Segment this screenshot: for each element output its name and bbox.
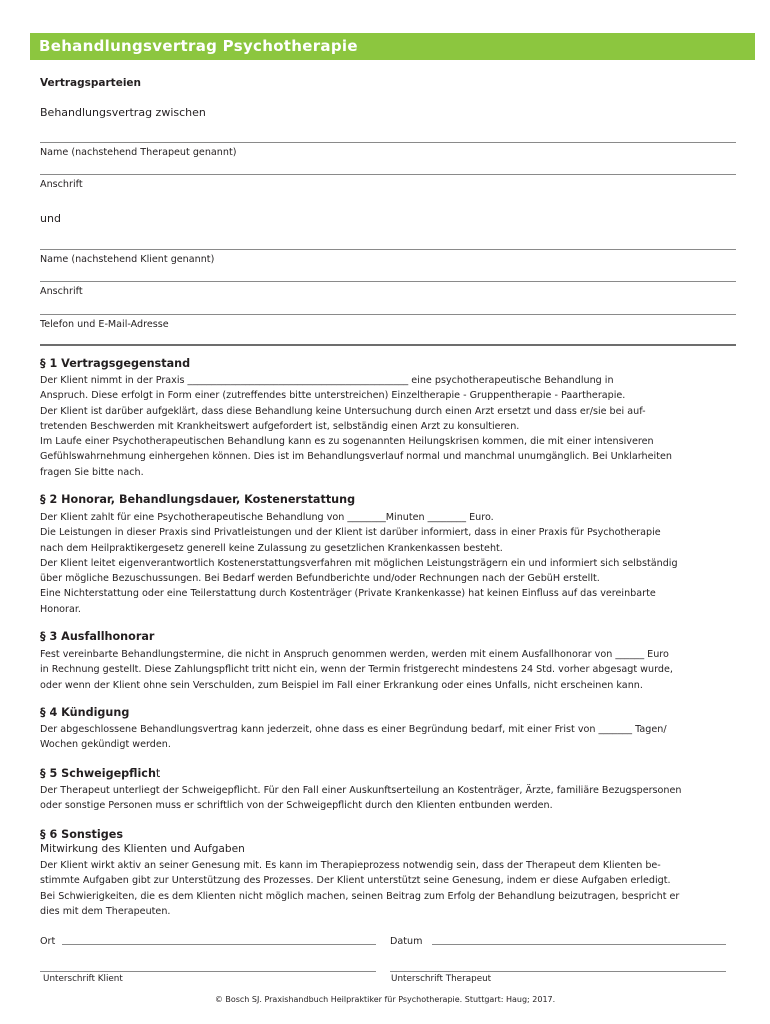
section-4-heading: § 4 Kündigung (40, 706, 130, 719)
footer-citation-text: © Bosch SJ. Praxishandbuch Heilpraktiker für Psychotherapie. Stuttgart: Haug; 2017. (214, 995, 556, 1004)
client-contact-label: Telefon und E-Mail-Adresse (40, 319, 169, 330)
section-2-line: über mögliche Bezuschussungen. Bei Bedarf werden Befundberichte und/oder Rechnungen nach der GebüH erstellt. (40, 573, 600, 585)
client-name-line[interactable] (40, 249, 736, 250)
section-6-line: stimmte Aufgaben gibt zur Unterstützung des Prozesses. Der Klient unterstützt seine Genesung, indem er diese Aufgaben erledigt. (40, 875, 671, 887)
page-title: Behandlungsvertrag Psychotherapie (30, 33, 755, 60)
section-5-text (40, 783, 740, 814)
section-3-line: oder wenn der Klient ohne sein Verschulden, zum Beispiel im Fall einer Erkrankung oder eines Unfalls, nicht erscheinen kann. (40, 679, 643, 691)
section-1-line: Der Klient nimmt in der Praxis ______________________________________________ eine psychotherapeutische Behandlung in (40, 375, 614, 386)
section-1-heading: § 1 Vertragsgegenstand (40, 357, 191, 370)
and-text: und (40, 212, 61, 225)
section-2-heading: § 2 Honorar, Behandlungsdauer, Kostenerstattung (40, 493, 356, 506)
section-2-line: Der Klient leitet eigenverantwortlich Kostenerstattungsverfahren mit möglichen Leistungsträgern ein und informiert sich selbständig (40, 557, 678, 569)
section-1-line: Gefühlswahrnehmung einhergehen können. Dies ist im Behandlungsverlauf normal und manchmal unumgänglich. Bei Unklarheiten (40, 451, 672, 463)
section-6-line: Bei Schwierigkeiten, die es dem Klienten nicht möglich machen, seinen Beitrag zum Erfolg der Behandlung beizutragen, bespricht er (40, 890, 680, 902)
section-5-heading (40, 767, 160, 780)
section-4-line: Der abgeschlossene Behandlungsvertrag kann jederzeit, ohne dass es einer Begründung bedarf, mit einer Frist von _______ Tagen/ (40, 724, 667, 735)
section-3-line: Fest vereinbarte Behandlungstermine, die nicht in Anspruch genommen werden, werden mit einem Ausfallhonorar von ______ Euro (40, 649, 669, 660)
section-2-line: Die Leistungen in dieser Praxis sind Privatleistungen und der Klient ist darüber informiert, dass in einer Praxis für Psychotherapie (40, 527, 661, 539)
section-divider (40, 344, 736, 346)
section-2-line: nach dem Heilpraktikergesetz generell keine Zulassung zu gesetzlichen Krankenkassen besteht. (40, 542, 503, 554)
therapist-address-line[interactable] (40, 174, 736, 175)
section-3-heading: § 3 Ausfallhonorar (40, 630, 155, 643)
therapist-signature-label: Unterschrift Therapeut (391, 974, 492, 984)
date-label: Datum (390, 936, 423, 947)
client-contact-line[interactable] (40, 314, 736, 315)
section-1-line: tretenden Beschwerden mit Krankheitswert aufgefordert ist, selbständig einen Arzt zu konsultieren. (40, 420, 520, 432)
section-5-line: oder sonstige Personen muss er schriftlich von der Schweigepflicht durch den Klienten entbunden werden. (40, 800, 553, 812)
parties-heading: Vertragsparteien (40, 77, 142, 89)
section-5-heading-tail: t (155, 767, 161, 780)
therapist-name-line[interactable] (40, 142, 736, 143)
section-1-line: fragen Sie bitte nach. (40, 466, 144, 478)
section-4-line: Wochen gekündigt werden. (40, 739, 171, 751)
section-6-subheading: Mitwirkung des Klienten und Aufgaben (40, 843, 245, 855)
client-address-line[interactable] (40, 281, 736, 282)
section-1-text (40, 373, 740, 480)
therapist-address-label: Anschrift (40, 179, 83, 190)
section-6-line: dies mit dem Therapeuten. (40, 905, 171, 917)
section-1-line: Anspruch. Diese erfolgt in Form einer (zutreffendes bitte unterstreichen) Einzeltherapie - Gruppentherapie - Paartherapie. (40, 390, 626, 402)
section-3-text (40, 647, 740, 693)
section-6-heading: § 6 Sonstiges (40, 828, 123, 841)
section-6-line: Der Klient wirkt aktiv an seiner Genesung mit. Es kann im Therapieprozess notwendig sein, dass der Therapeut dem Klienten be- (40, 860, 661, 871)
client-signature-line[interactable] (40, 971, 376, 972)
client-address-label: Anschrift (40, 286, 83, 297)
date-field[interactable] (432, 944, 726, 945)
section-5-line: Der Therapeut unterliegt der Schweigepflicht. Für den Fall einer Auskunftserteilung an Kostenträger, Ärzte, familiäre Bezugspersonen (40, 785, 682, 796)
section-2-line: Honorar. (40, 603, 81, 615)
section-6-text (40, 858, 740, 919)
section-4-text (40, 722, 740, 753)
footer-citation (0, 995, 770, 1004)
client-signature-label: Unterschrift Klient (43, 974, 123, 984)
section-2-line: Eine Nichterstattung oder eine Teilerstattung durch Kostenträger (Private Krankenkasse) hat keinen Einfluss auf das vereinbarte (40, 588, 656, 600)
section-2-text (40, 510, 740, 617)
client-name-label: Name (nachstehend Klient genannt) (40, 254, 215, 265)
section-5-heading-text: § 5 Schweigepflich (40, 767, 156, 780)
section-1-line: Der Klient ist darüber aufgeklärt, dass diese Behandlung keine Untersuchung durch einen Arzt ersetzt und dass er/sie bei auf- (40, 405, 646, 417)
place-label: Ort (40, 936, 56, 947)
parties-intro: Behandlungsvertrag zwischen (40, 106, 206, 119)
therapist-signature-line[interactable] (390, 971, 726, 972)
section-1-line: Im Laufe einer Psychotherapeutischen Behandlung kann es zu sogenannten Heilungskrisen kommen, die mit einer intensiveren (40, 436, 654, 448)
section-3-line: in Rechnung gestellt. Diese Zahlungspflicht tritt nicht ein, wenn der Termin fristgerecht mindestens 24 Std. vorher abgesagt wurde, (40, 664, 673, 676)
therapist-name-label: Name (nachstehend Therapeut genannt) (40, 147, 237, 158)
place-field[interactable] (62, 944, 376, 945)
section-2-line: Der Klient zahlt für eine Psychotherapeutische Behandlung von ________Minuten ________ Euro. (40, 512, 494, 523)
